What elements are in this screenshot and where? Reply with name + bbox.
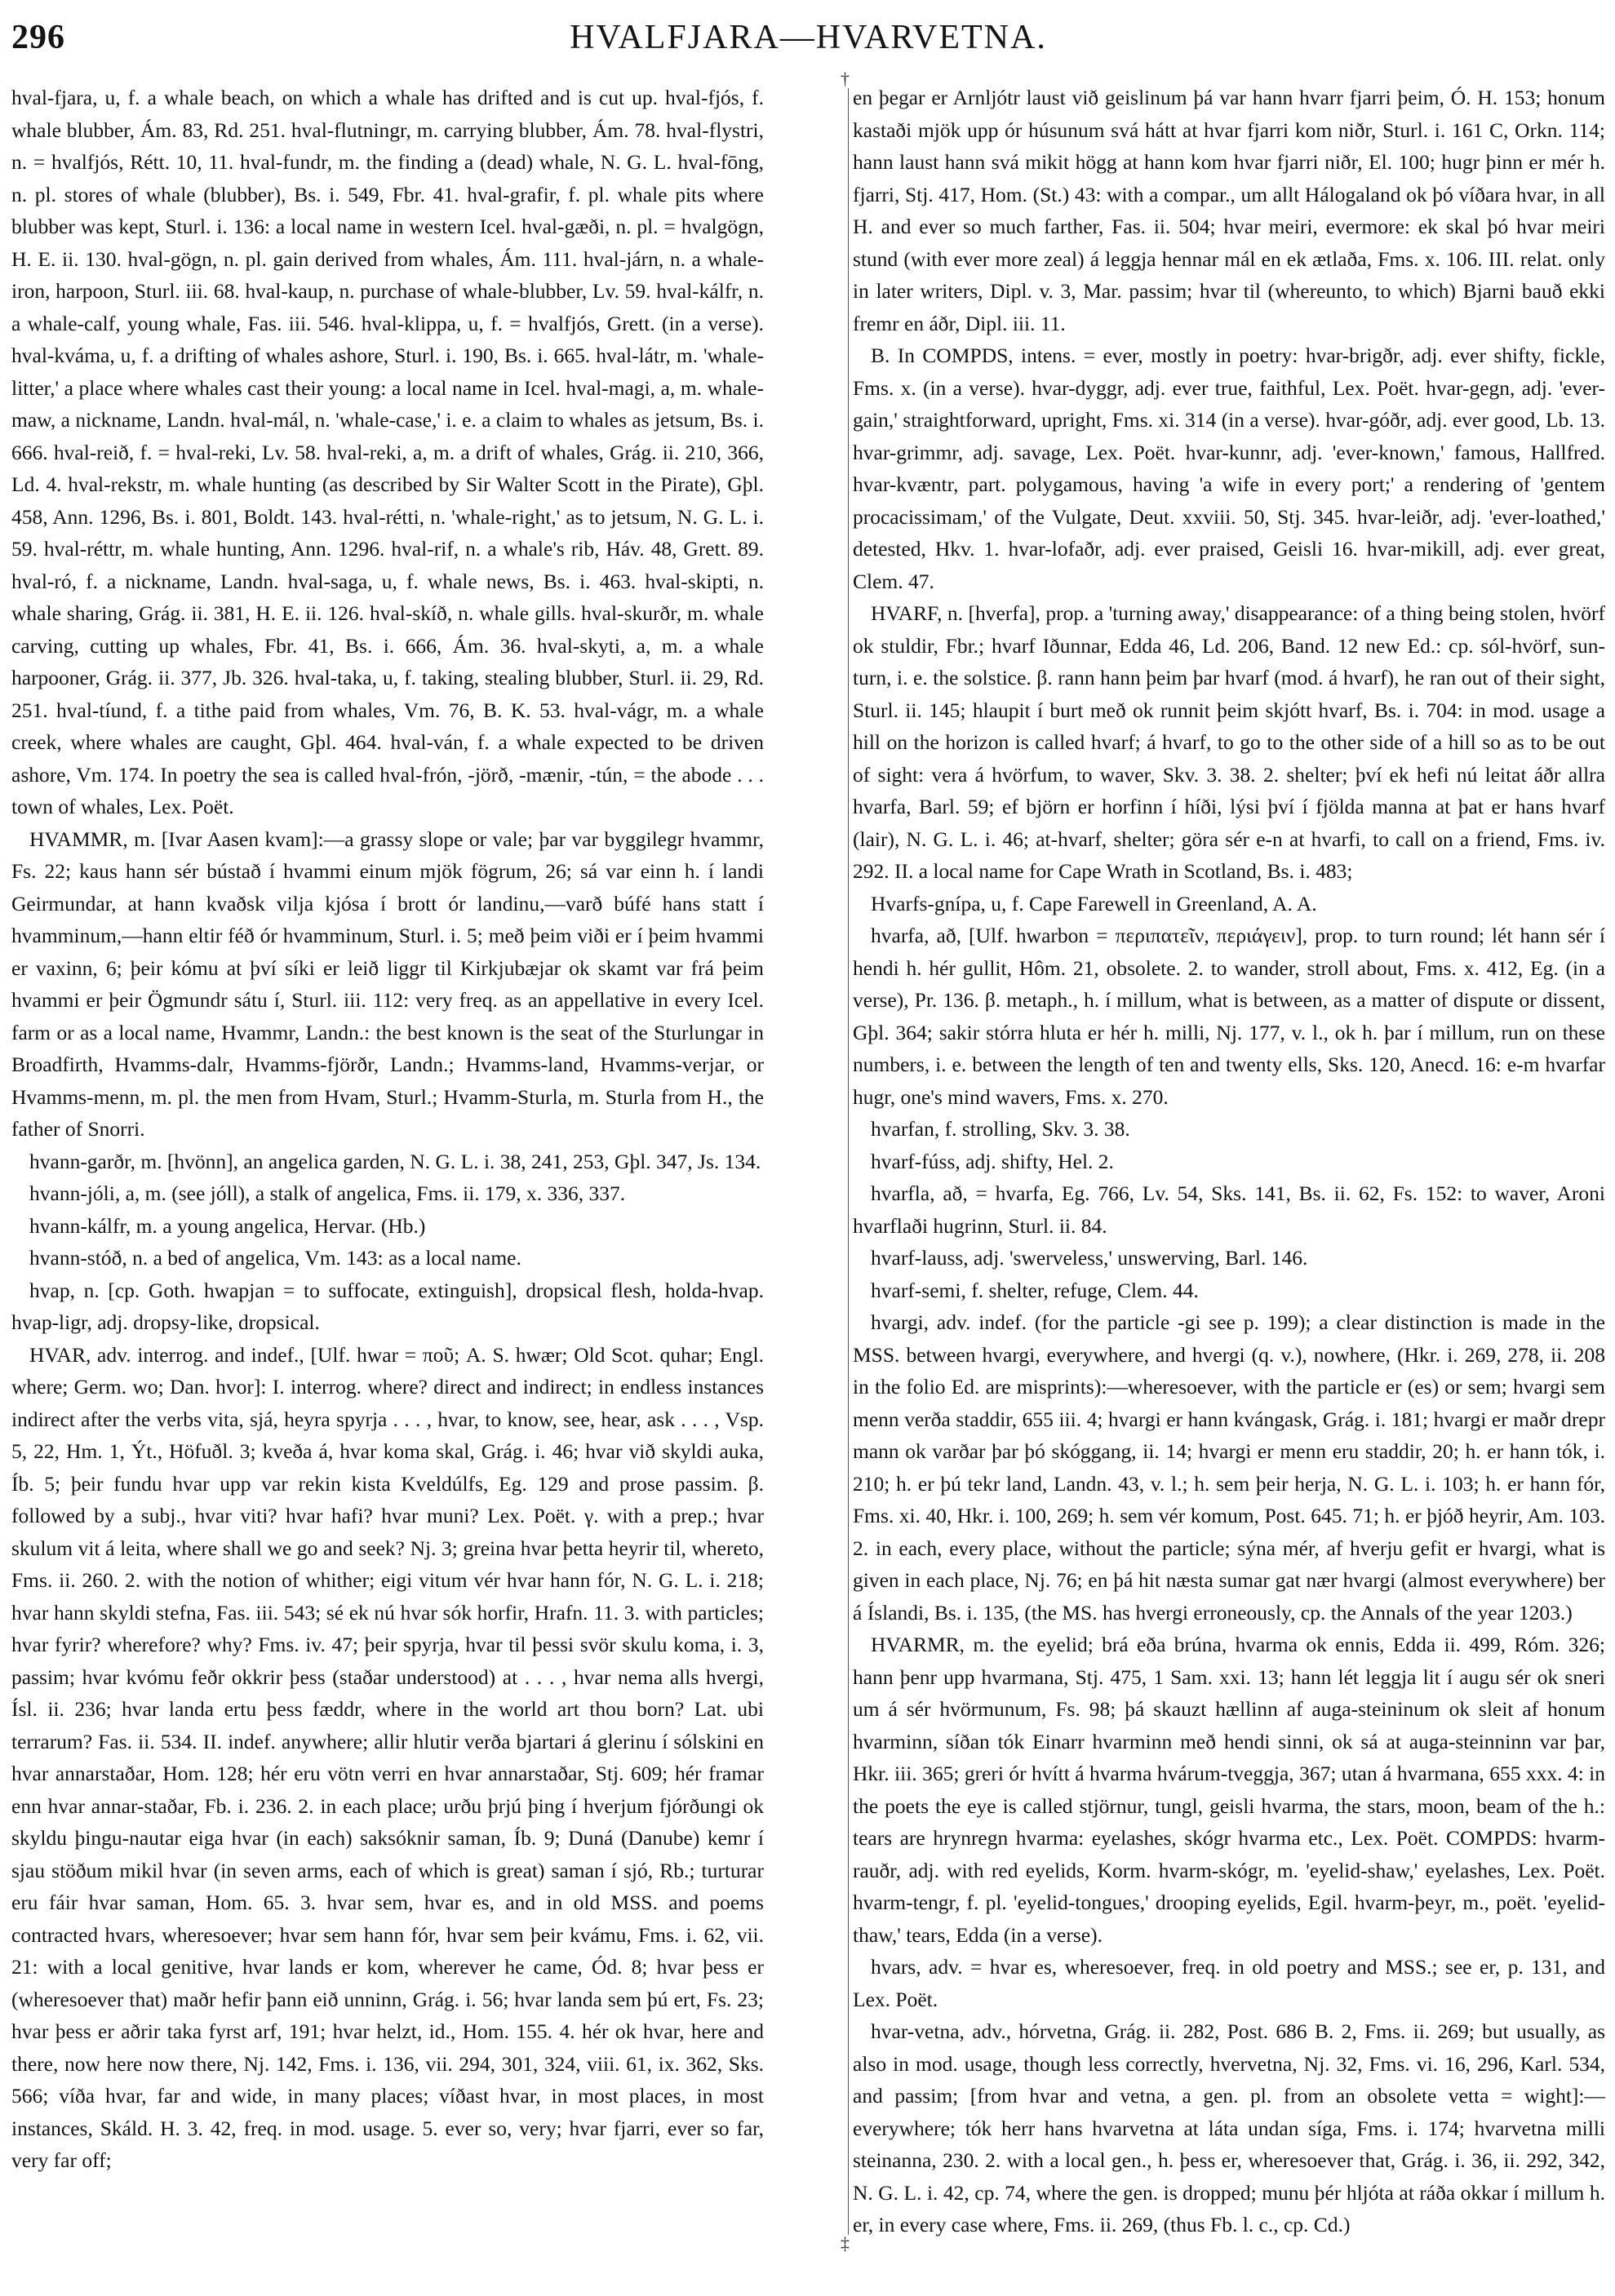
dictionary-entry: HVAMMR, m. [Ivar Aasen kvam]:—a grassy slope or vale; þar var byggilegr hvammr, Fs. 22; kaus hann sér bústað í hvammi einum mjök fögrum, 26; sá var einn h. í landi Geirmundar, at hann kvaðsk vilja kjósa í brott ór landinu,—varð búfé hans statt í hvamminum,—hann eltir féð ór hvamminum, Sturl. i. 5; með þeim viði er í þeim hvammi er vaxinn, 6; þeir kómu at því síki er leið liggr til Kirkjubæjar ok skamt var frá þeim hvammi er þeir Ögmundr sátu í, Sturl. iii. 112: very freq. as an appellative in every Icel. farm or as a local name, Hvammr, Landn.: the best known is the seat of the Sturlungar in Broadfirth, Hvamms-dalr, Hvamms-fjörðr, Landn.; Hvamms-land, Hvamms-verjar, or Hvamms-menn, m. pl. the men from Hvam, Sturl.; Hvamm-Sturla, m. Sturla from H., the father of Snorri. [11,827,764,1141]
dictionary-entry: hvarfan, f. strolling, Skv. 3. 38. [871,1117,1130,1141]
dictionary-entry: hvarf-lauss, adj. 'swerveless,' unswerving, Barl. 146. [871,1246,1308,1270]
columns [0,69,1615,2254]
dictionary-entry: HVAR, adv. interrog. and indef., [Ulf. hwar = ποῦ; A. S. hwær; Old Scot. quhar; Engl. where; Germ. wo; Dan. hvor]: I. interrog. where? direct and indirect; in endless instances indirect after the verbs vita, sjá, heyra spyrja . . . , hvar, to know, see, hear, ask . . . , Vsp. 5, 22, Hm. 1, Ýt., Höfuðl. 3; kveða á, hvar koma skal, Grág. i. 46; hvar við skyldi auka, Íb. 5; þeir fundu hvar upp var rekin kista Kveldúlfs, Eg. 129 and prose passim. β. followed by a subj., hvar viti? hvar hafi? hvar muni? Lex. Poët. γ. with a prep.; hvar skulum vit á leita, where shall we go and seek? Nj. 3; greina hvar þetta heyrir til, whereto, Fms. ii. 260. 2. with the notion of whither; eigi vitum vér hvar hann fór, N. G. L. i. 218; hvar hann skyldi stefna, Fas. iii. 543; sé ek nú hvar sók horfir, Hrafn. 11. 3. with particles; hvar fyrir? wherefore? why? Fms. iv. 47; þeir spyrja, hvar til þessi svör skulu koma, i. 3, passim; hvar kvómu feðr okkrir þess (staðar understood) at . . . , hvar nema alls hvergi, Ísl. ii. 236; hvar landa ertu þess fæddr, where in the world art thou born? Lat. ubi terrarum? Fas. ii. 534. II. indef. anywhere; allir hlutir verða bjartari á glerinu í sólskini en hvar annarstaðar, Hom. 128; hér eru vötn verri en hvar annarstaðar, Stj. 609; hér framar enn hvar annar-staðar, Fb. i. 236. 2. in each place; urðu þrjú þing í hverjum fjórðungi ok skyldu þingu-nautar eiga hvar (in each) saksóknir saman, Íb. 9; Duná (Danube) kemr í sjau stöðum mikil hvar (in seven arms, each of which is great) saman í sjó, Rb.; turturar eru fáir hvar saman, Hom. 65. 3. hvar sem, hvar es, and in old MSS. and poems contracted hvars, wheresoever; hvar sem hann fór, hvar sem þeir kvámu, Fms. i. 62, vii. 21: with a local genitive, hvar lands er kom, wherever he came, Ód. 8; hvar þess er (wheresoever that) maðr hefir þann eið unninn, Grág. i. 56; hvar landa sem þú ert, Fs. 23; hvar þess er aðrir taka fyrst arf, 191; hvar helzt, id., Hom. 155. 4. hér ok hvar, here and there, now here now there, Nj. 142, Fms. i. 136, vii. 294, 301, 324, viii. 61, ix. 362, Sks. 566; víða hvar, far and wide, in many places; víðast hvar, in most places, in most instances, Skáld. H. 3. 42, freq. in mod. usage. 5. ever so, very; hvar fjarri, ever so far, very far off; [11,1342,764,2172]
column-ornament-top-icon: † [841,69,850,89]
dictionary-entry: hvarfa, að, [Ulf. hwarbon = περιπατεῖν, περιάγειν], prop. to turn round; lét hann sér í hendi h. hér gullit, Hôm. 21, obsolete. 2. to wander, stroll about, Fms. x. 412, Eg. (in a verse), Pr. 136. β. metaph., h. í millum, what is between, as a matter of dispute or dissent, Gþl. 364; sakir stórra hluta er hér h. milli, Nj. 177, v. l., ok h. þar í millum, run on these numbers, i. e. between the length of ten and twenty ells, Sks. 120, Anecd. 16: e-m hvarfar hugr, one's mind wavers, Fms. x. 270. [853,924,1605,1109]
dictionary-entry: hvann-garðr, m. [hvönn], an angelica garden, N. G. L. i. 38, 241, 253, Gþl. 347, Js. 134. [29,1149,761,1173]
dictionary-entry: hval-fjara, u, f. a whale beach, on which a whale has drifted and is cut up. hval-fjós, f. whale blubber, Ám. 83, Rd. 251. hval-flutningr, m. carrying blubber, Ám. 78. hval-flystri, n. = hvalfjós, Rétt. 10, 11. hval-fundr, m. the finding a (dead) whale, N. G. L. hval-fōng, n. pl. stores of whale (blubber), Bs. i. 549, Fbr. 41. hval-grafir, f. pl. whale pits where blubber was kept, Sturl. i. 136: a local name in western Icel. hval-gæði, n. pl. = hvalgögn, H. E. ii. 130. hval-gögn, n. pl. gain derived from whales, Ám. 111. hval-járn, n. a whale-iron, harpoon, Sturl. iii. 68. hval-kaup, n. purchase of whale-blubber, Lv. 59. hval-kálfr, n. a whale-calf, young whale, Fas. iii. 546. hval-klippa, u, f. = hvalfjós, Grett. (in a verse). hval-kváma, u, f. a drifting of whales ashore, Sturl. i. 190, Bs. i. 665. hval-látr, m. 'whale-litter,' a place where whales cast their young: a local name in Icel. hval-magi, a, m. whale-maw, a nickname, Landn. hval-mál, n. 'whale-case,' i. e. a claim to whales as jetsum, Bs. i. 666. hval-reið, f. = hval-reki, Lv. 58. hval-reki, a, m. a drift of whales, Grág. ii. 210, 366, Ld. 4. hval-rekstr, m. whale hunting (as described by Sir Walter Scott in the Pirate), Gþl. 458, Ann. 1296, Bs. i. 801, Boldt. 143. hval-rétti, n. 'whale-right,' as to jetsum, N. G. L. i. 59. hval-réttr, m. whale hunting, Ann. 1296. hval-rif, n. a whale's rib, Háv. 48, Grett. 89. hval-ró, f. a nickname, Landn. hval-saga, u, f. whale news, Bs. i. 463. hval-skipti, n. whale sharing, Grág. ii. 381, H. E. ii. 126. hval-skíð, n. whale gills. hval-skurðr, m. whale carving, cutting up whales, Fbr. 41, Bs. i. 666, Ám. 36. hval-skyti, a, m. a whale harpooner, Grág. ii. 377, Jb. 326. hval-taka, u, f. taking, stealing blubber, Sturl. ii. 29, Rd. 251. hval-tíund, f. a tithe paid from whales, Vm. 76, B. K. 53. hval-vágr, m. a whale creek, where whales are caught, Gþl. 464. hval-ván, f. a whale expected to be driven ashore, Vm. 174. In poetry the sea is called hval-frón, -jörð, -mænir, -tún, = the abode . . . town of whales, Lex. Poët. [11,86,764,818]
dictionary-entry: en þegar er Arnljótr laust við geislinum þá var hann hvarr fjarri þeim, Ó. H. 153; honum kastaði mjök upp ór húsunum svá hátt at hvar fjarri kom niðr, Sturl. i. 161 C, Orkn. 114; hann laust hann svá mikit högg at hann kom hvar fjarri niðr, El. 100; hugr þinn er mér h. fjarri, Stj. 417, Hom. (St.) 43: with a compar., um allt Hálogaland ok þó víðara hvar, in all H. and ever so much farther, Fas. ii. 504; hvar meiri, evermore: ek skal þó hvar meiri stund (with ever more zeal) á leggja hennar mál en ek ætlaða, Fms. x. 106. III. relat. only in later writers, Dipl. v. 3, Mar. passim; hvar til (whereunto, to which) Bjarni bauð ekki fremr en áðr, Dipl. iii. 11. [853,86,1605,335]
dictionary-entry: HVARMR, m. the eyelid; brá eða brúna, hvarma ok ennis, Edda ii. 499, Róm. 326; hann þenr upp hvarmana, Stj. 475, 1 Sam. xxi. 13; hann lét leggja lit í augu sér ok sneri um á sér hvörmunum, Fs. 98; þá skauzt hællinn af auga-steininum ok sleit af honum hvarminn, síðan tók Einarr hvarminn með hendi sinni, ok sá at auga-steinninn var þar, Hkr. iii. 365; greri ór hvítt á hvarma hvárum-tveggja, 367; utan á hvarmana, 655 xxx. 4: in the poets the eye is called stjörnur, tungl, geisli hvarma, the stars, moon, beam of the h.: tears are hrynregn hvarma: eyelashes, skógr hvarma etc., Lex. Poët. COMPDS: hvarm-rauðr, adj. with red eyelids, Korm. hvarm-skógr, m. 'eyelid-shaw,' eyelashes, Lex. Poët. hvarm-tengr, f. pl. 'eyelid-tongues,' drooping eyelids, Egil. hvarm-þeyr, m., poët. 'eyelid-thaw,' tears, Edda (in a verse). [853,1633,1605,1947]
column-ornament-bottom-icon: ‡ [841,2232,850,2254]
dictionary-entry: hvarfla, að, = hvarfa, Eg. 766, Lv. 54, Sks. 141, Bs. ii. 62, Fs. 152: to waver, Aroni hvarflaði hugrinn, Sturl. ii. 84. [853,1181,1605,1238]
dictionary-entry: HVARF, n. [hverfa], prop. a 'turning away,' disappearance: of a thing being stolen, hvörf ok stuldir, Fbr.; hvarf Iðunnar, Edda 46, Ld. 206, Band. 12 new Ed.: cp. sól-hvörf, sun-turn, i. e. the solstice. β. rann hann þeim þar hvarf (mod. á hvarf), he ran out of their sight, Sturl. ii. 145; hlaupit í burt með ok runnit þeim skjótt hvarf, Bs. i. 704: in mod. usage a hill on the horizon is called hvarf; á hvarf, to go to the other side of a hill so as to be out of sight: vera á hvörfum, to waver, Skv. 3. 38. 2. shelter; því ek hefi nú leitat áðr allra hvarfa, Barl. 59; ef björn er horfinn í híði, lýsi því í fjölda manna at þat er hans hvarf (lair), N. G. L. i. 46; at-hvarf, shelter; göra sér e-n at hvarfi, to call on a friend, Fms. iv. 292. II. a local name for Cape Wrath in Scotland, Bs. i. 483; [853,601,1605,883]
dictionary-entry: hvar-vetna, adv., hórvetna, Grág. ii. 282, Post. 686 B. 2, Fms. ii. 269; but usually, as also in mod. usage, though less correctly, hvervetna, Nj. 32, Fms. vi. 16, 296, Karl. 534, and passim; [from hvar and vetna, a gen. pl. from an obsolete vetta = wight]:—everywhere; tók herr hans hvarvetna at láta undan síga, Fms. i. 174; hvarvetna milli steinanna, 230. 2. with a local gen., h. þess er, wheresoever that, Grág. i. 36, ii. 292, 342, N. G. L. i. 42, cp. 74, where the gen. is dropped; munu þér hljóta at ráða okkar í millum h. er, in every case where, Fms. ii. 269, (thus Fb. l. c., cp. Cd.) [853,2019,1605,2236]
dictionary-entry: hvars, adv. = hvar es, wheresoever, freq. in old poetry and MSS.; see er, p. 131, and Lex. Poët. [853,1955,1605,2011]
dictionary-entry: B. In COMPDS, intens. = ever, mostly in poetry: hvar-brigðr, adj. ever shifty, fickle, Fms. x. (in a verse). hvar-dyggr, adj. ever true, faithful, Lex. Poët. hvar-gegn, adj. 'ever-gain,' straightforward, upright, Fms. xi. 314 (in a verse). hvar-góðr, adj. ever good, Lb. 13. hvar-grimmr, adj. savage, Lex. Poët. hvar-kunnr, adj. 'ever-known,' famous, Hallfred. hvar-kvæntr, part. polygamous, having 'a wife in every port;' a rendering of 'gentem procacissimam,' of the Vulgate, Deut. xxviii. 50, Stj. 345. hvar-leiðr, adj. 'ever-loathed,' detested, Hkv. 1. hvar-lofaðr, adj. ever praised, Geisli 16. hvar-mikill, adj. ever great, Clem. 47. [853,344,1605,593]
dictionary-entry: hvarf-fúss, adj. shifty, Hel. 2. [871,1149,1114,1173]
dictionary-entry: hvann-kálfr, m. a young angelica, Hervar. (Hb.) [29,1213,426,1238]
right-column [853,82,1605,2241]
page-number: 296 [11,19,65,56]
page-header [11,18,1605,75]
dictionary-entry: hvann-jóli, a, m. (see jóll), a stalk of angelica, Fms. ii. 179, x. 336, 337. [29,1181,626,1205]
dictionary-entry: hvargi, adv. indef. (for the particle -gi see p. 199); a clear distinction is made in the MSS. between hvargi, everywhere, and hvergi (q. v.), nowhere, (Hkr. i. 269, 278, ii. 208 in the folio Ed. are misprints):—wheresoever, with the particle er (es) or sem; hvargi sem menn verða staddir, 655 iii. 4; hvargi er hann kvángask, Grág. i. 181; hvargi er maðr drepr mann ok varðar þar þó skóggang, ii. 14; hvargi er menn eru staddir, 20; h. er hann tók, i. 210; h. er þú tekr land, Landn. 43, v. l.; h. sem þeir herja, N. G. L. i. 103; h. er hann fór, Fms. xi. 40, Hkr. i. 100, 269; h. sem vér komum, Post. 645. 71; h. er þjóð heyrir, Am. 103. 2. in each, every place, without the particle; sýna mér, af hverju gefit er hvargi, what is given in each place, Nj. 76; en þá hit næsta sumar gat nær hvargi (almost everywhere) ber á Íslandi, Bs. i. 135, (the MS. has hvergi erroneously, cp. the Annals of the year 1203.) [853,1310,1605,1624]
column-divider [848,75,849,2249]
dictionary-entry: Hvarfs-gnípa, u, f. Cape Farewell in Greenland, A. A. [871,891,1317,915]
dictionary-entry: hvap, n. [cp. Goth. hwapjan = to suffocate, extinguish], dropsical flesh, holda-hvap. hvap-ligr, adj. dropsy-like, dropsical. [11,1278,764,1334]
dictionary-entry: hvann-stóð, n. a bed of angelica, Vm. 143: as a local name. [29,1246,521,1270]
dictionary-entry: hvarf-semi, f. shelter, refuge, Clem. 44. [871,1278,1199,1302]
left-column [11,82,764,2241]
running-title: HVALFJARA—HVARVETNA. [570,19,1047,56]
